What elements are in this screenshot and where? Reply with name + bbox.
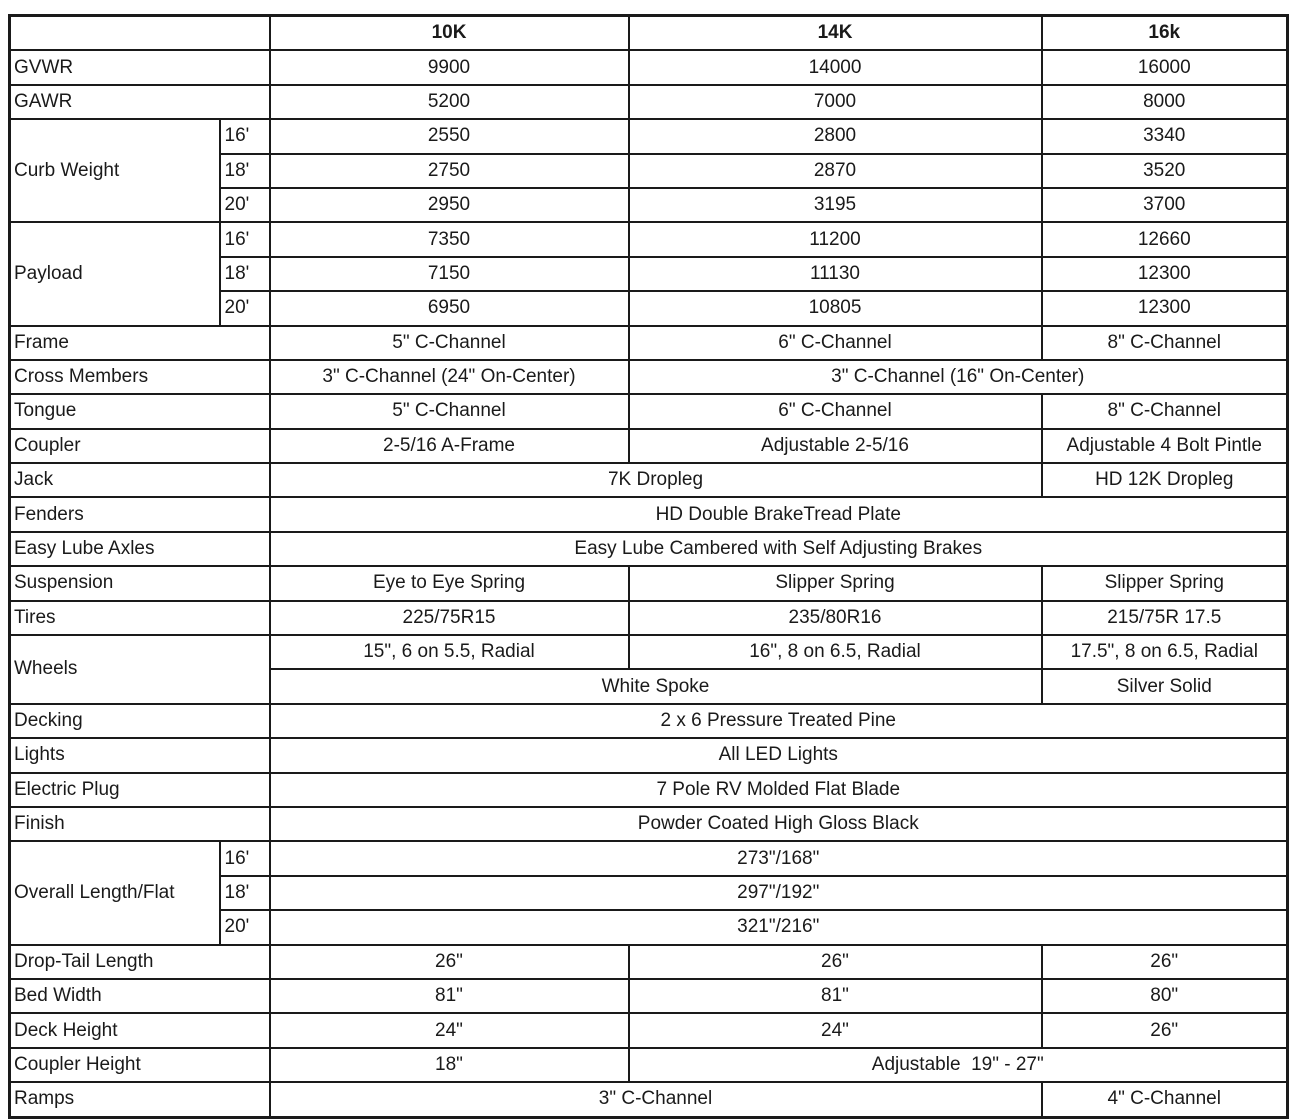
curb-weight-16k: 3700 — [1042, 188, 1288, 222]
row-label: Decking — [10, 704, 270, 738]
table-row — [10, 635, 1288, 669]
payload-10k: 6950 — [270, 291, 629, 325]
cross-members-14k-16k: 3" C-Channel (16" On-Center) — [629, 360, 1288, 394]
gawr-14k: 7000 — [629, 85, 1042, 119]
row-label: Coupler — [10, 429, 270, 463]
table-row — [10, 601, 1288, 635]
deck-height-14k: 24" — [629, 1013, 1042, 1047]
row-label: Fenders — [10, 497, 270, 531]
drop-tail-14k: 26" — [629, 945, 1042, 979]
coupler-16k: Adjustable 4 Bolt Pintle — [1042, 429, 1288, 463]
suspension-10k: Eye to Eye Spring — [270, 566, 629, 600]
table-row — [10, 497, 1288, 531]
row-label: Tongue — [10, 394, 270, 428]
tires-14k: 235/80R16 — [629, 601, 1042, 635]
length-cell: 18' — [220, 876, 270, 910]
row-label: Electric Plug — [10, 773, 270, 807]
deck-height-10k: 24" — [270, 1013, 629, 1047]
length-cell: 16' — [220, 119, 270, 153]
curb-weight-14k: 2870 — [629, 154, 1042, 188]
row-label: GAWR — [10, 85, 270, 119]
row-label: Curb Weight — [10, 119, 220, 222]
length-cell: 18' — [220, 257, 270, 291]
coupler-height-14k-16k: Adjustable 19" - 27" — [629, 1048, 1288, 1082]
tires-10k: 225/75R15 — [270, 601, 629, 635]
header-10k: 10K — [270, 16, 629, 51]
table-row — [10, 566, 1288, 600]
length-cell: 20' — [220, 910, 270, 944]
row-label: Bed Width — [10, 979, 270, 1013]
deck-height-16k: 26" — [1042, 1013, 1288, 1047]
tongue-10k: 5" C-Channel — [270, 394, 629, 428]
payload-16k: 12300 — [1042, 291, 1288, 325]
gvwr-14k: 14000 — [629, 50, 1042, 84]
row-label: Finish — [10, 807, 270, 841]
table-row — [10, 1048, 1288, 1082]
row-label: Ramps — [10, 1082, 270, 1117]
tongue-16k: 8" C-Channel — [1042, 394, 1288, 428]
table-row — [10, 85, 1288, 119]
drop-tail-16k: 26" — [1042, 945, 1288, 979]
overall-length-all: 273"/168" — [270, 841, 1288, 875]
row-label: Cross Members — [10, 360, 270, 394]
payload-16k: 12660 — [1042, 222, 1288, 256]
table-row — [10, 807, 1288, 841]
length-cell: 20' — [220, 188, 270, 222]
tires-16k: 215/75R 17.5 — [1042, 601, 1288, 635]
gvwr-10k: 9900 — [270, 50, 629, 84]
table-row — [10, 945, 1288, 979]
header-row — [10, 16, 1288, 51]
curb-weight-10k: 2550 — [270, 119, 629, 153]
table-row — [10, 463, 1288, 497]
ramps-16k: 4" C-Channel — [1042, 1082, 1288, 1117]
gawr-16k: 8000 — [1042, 85, 1288, 119]
row-label: Payload — [10, 222, 220, 325]
table-row — [10, 394, 1288, 428]
wheels-16k: 17.5", 8 on 6.5, Radial — [1042, 635, 1288, 669]
row-label: GVWR — [10, 50, 270, 84]
payload-16k: 12300 — [1042, 257, 1288, 291]
overall-length-all: 297"/192" — [270, 876, 1288, 910]
length-cell: 20' — [220, 291, 270, 325]
coupler-10k: 2-5/16 A-Frame — [270, 429, 629, 463]
bed-width-14k: 81" — [629, 979, 1042, 1013]
bed-width-10k: 81" — [270, 979, 629, 1013]
table-row — [10, 532, 1288, 566]
gvwr-16k: 16000 — [1042, 50, 1288, 84]
suspension-14k: Slipper Spring — [629, 566, 1042, 600]
row-label: Easy Lube Axles — [10, 532, 270, 566]
payload-14k: 10805 — [629, 291, 1042, 325]
easy-lube-all: Easy Lube Cambered with Self Adjusting Brakes — [270, 532, 1288, 566]
jack-16k: HD 12K Dropleg — [1042, 463, 1288, 497]
curb-weight-10k: 2750 — [270, 154, 629, 188]
row-label: Suspension — [10, 566, 270, 600]
table-row — [10, 360, 1288, 394]
table-row — [10, 119, 1288, 153]
header-blank-cell — [10, 16, 270, 51]
curb-weight-16k: 3340 — [1042, 119, 1288, 153]
wheels-style-16k: Silver Solid — [1042, 669, 1288, 703]
frame-14k: 6" C-Channel — [629, 326, 1042, 360]
table-row — [10, 50, 1288, 84]
table-row — [10, 326, 1288, 360]
tongue-14k: 6" C-Channel — [629, 394, 1042, 428]
payload-10k: 7150 — [270, 257, 629, 291]
frame-10k: 5" C-Channel — [270, 326, 629, 360]
row-label: Deck Height — [10, 1013, 270, 1047]
wheels-style-10k-14k: White Spoke — [270, 669, 1042, 703]
length-cell: 16' — [220, 222, 270, 256]
row-label: Coupler Height — [10, 1048, 270, 1082]
table-row — [10, 429, 1288, 463]
curb-weight-14k: 3195 — [629, 188, 1042, 222]
electric-plug-all: 7 Pole RV Molded Flat Blade — [270, 773, 1288, 807]
row-label: Frame — [10, 326, 270, 360]
wheels-14k: 16", 8 on 6.5, Radial — [629, 635, 1042, 669]
spec-table — [8, 14, 1289, 1119]
row-label: Wheels — [10, 635, 270, 704]
suspension-16k: Slipper Spring — [1042, 566, 1288, 600]
row-label: Overall Length/Flat — [10, 841, 220, 944]
header-16k: 16k — [1042, 16, 1288, 51]
curb-weight-16k: 3520 — [1042, 154, 1288, 188]
header-14k: 14K — [629, 16, 1042, 51]
length-cell: 16' — [220, 841, 270, 875]
cross-members-10k: 3" C-Channel (24" On-Center) — [270, 360, 629, 394]
table-row — [10, 738, 1288, 772]
length-cell: 18' — [220, 154, 270, 188]
ramps-10k-14k: 3" C-Channel — [270, 1082, 1042, 1117]
row-label: Lights — [10, 738, 270, 772]
jack-10k-14k: 7K Dropleg — [270, 463, 1042, 497]
fenders-all: HD Double BrakeTread Plate — [270, 497, 1288, 531]
table-row — [10, 704, 1288, 738]
drop-tail-10k: 26" — [270, 945, 629, 979]
table-row — [10, 222, 1288, 256]
wheels-10k: 15", 6 on 5.5, Radial — [270, 635, 629, 669]
coupler-height-10k: 18" — [270, 1048, 629, 1082]
coupler-14k: Adjustable 2-5/16 — [629, 429, 1042, 463]
table-row — [10, 773, 1288, 807]
frame-16k: 8" C-Channel — [1042, 326, 1288, 360]
payload-14k: 11200 — [629, 222, 1042, 256]
curb-weight-10k: 2950 — [270, 188, 629, 222]
curb-weight-14k: 2800 — [629, 119, 1042, 153]
lights-all: All LED Lights — [270, 738, 1288, 772]
overall-length-all: 321"/216" — [270, 910, 1288, 944]
row-label: Jack — [10, 463, 270, 497]
table-row — [10, 1013, 1288, 1047]
payload-10k: 7350 — [270, 222, 629, 256]
table-row — [10, 979, 1288, 1013]
table-row — [10, 841, 1288, 875]
row-label: Drop-Tail Length — [10, 945, 270, 979]
decking-all: 2 x 6 Pressure Treated Pine — [270, 704, 1288, 738]
finish-all: Powder Coated High Gloss Black — [270, 807, 1288, 841]
table-row — [10, 1082, 1288, 1117]
row-label: Tires — [10, 601, 270, 635]
bed-width-16k: 80" — [1042, 979, 1288, 1013]
gawr-10k: 5200 — [270, 85, 629, 119]
payload-14k: 11130 — [629, 257, 1042, 291]
